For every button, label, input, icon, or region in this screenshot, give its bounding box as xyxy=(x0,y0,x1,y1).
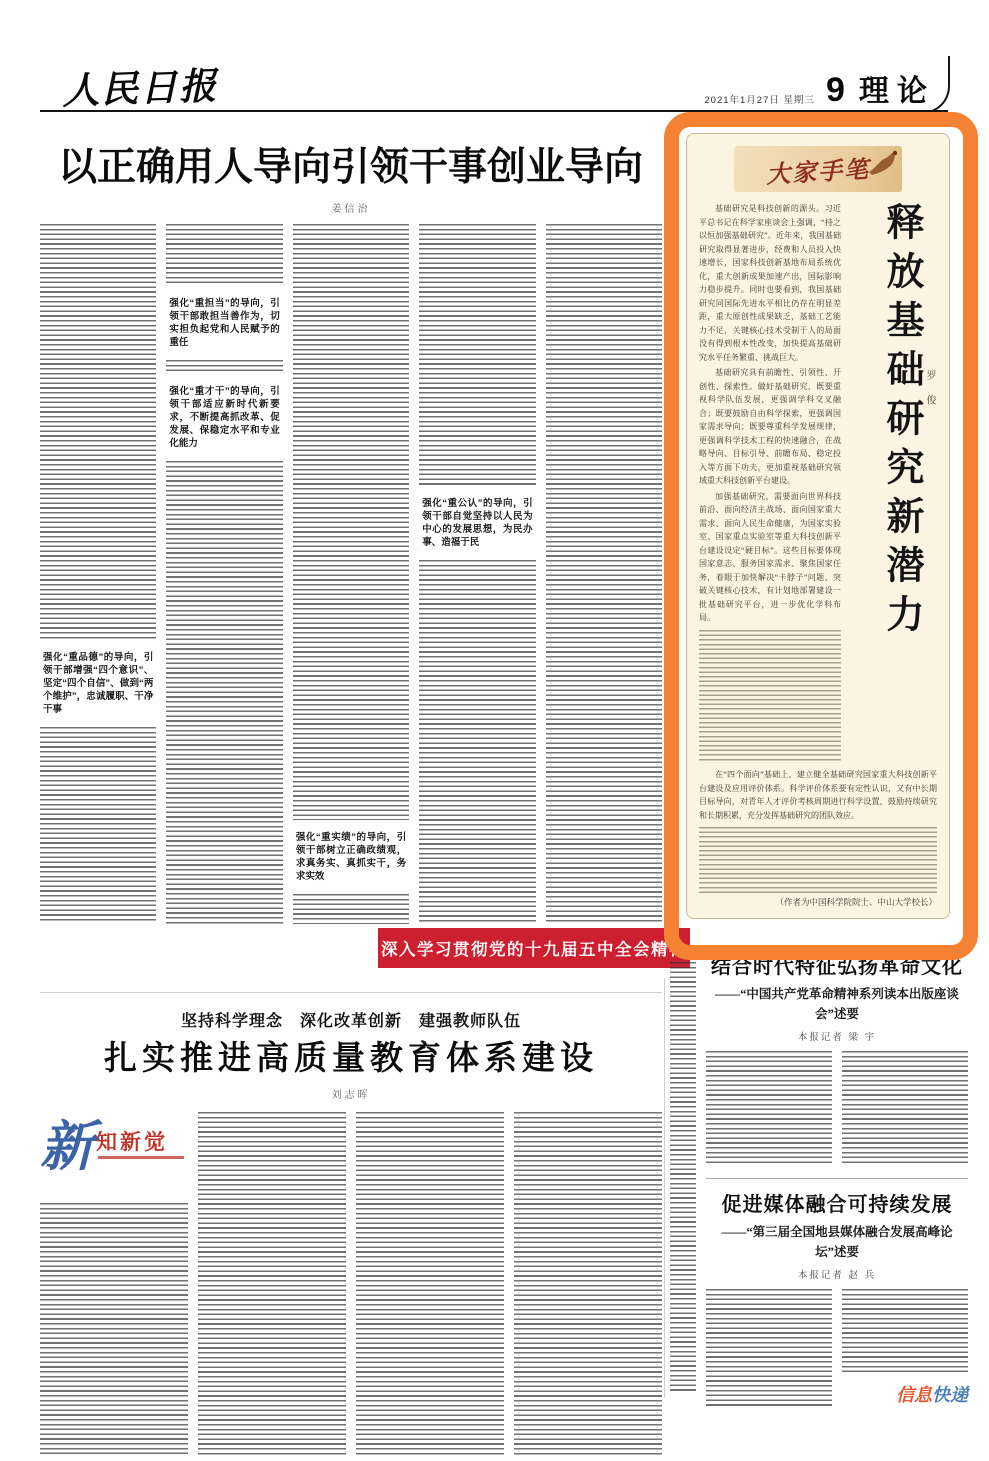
body-column xyxy=(419,224,535,924)
body-column xyxy=(40,1112,188,1455)
author-credit-line: （作者为中国科学院院士、中山大学校长） xyxy=(775,897,937,907)
page-date: 2021年1月27日 星期三 xyxy=(704,95,815,106)
media-fusion-article xyxy=(706,1188,968,1407)
text-block xyxy=(293,894,409,924)
revolution-culture-article xyxy=(706,950,968,1163)
subhead-zhongpinde: 强化“重品德”的导向，引领干部增强“四个意识”、坚定“四个自信”、做到“两个维护”，忠诚履职、干净干事 xyxy=(43,652,154,715)
text-block xyxy=(40,727,156,924)
column-logo-text: 大家手笔 xyxy=(765,156,871,189)
text-block xyxy=(419,224,535,486)
logo-kuaidi-text: 快递 xyxy=(932,1385,968,1405)
logo-underline xyxy=(98,1156,184,1159)
text-block xyxy=(546,224,662,924)
column-logo-banner xyxy=(734,146,902,192)
main-body-columns xyxy=(40,224,662,924)
text-block xyxy=(40,1203,188,1455)
main-byline: 姜信治 xyxy=(331,204,371,215)
text-block xyxy=(166,461,282,924)
highlight-article-author: 罗 俊 xyxy=(924,370,935,411)
text-block xyxy=(166,224,282,286)
right-article-a-headline: 结合时代特征弘扬革命文化 xyxy=(711,956,963,978)
right-section-divider xyxy=(706,1178,968,1179)
subhead-zhongcaigan: 强化“重才干”的导向，引领干部适应新时代新要求，不断提高抓改革、促发展、保稳定水平和专业化能力 xyxy=(169,386,280,449)
header-corner-hook xyxy=(908,56,950,114)
card-paragraph-1: 基础研究是科技创新的源头。习近平总书记在科学家座谈会上强调，“持之以恒加强基础研究”。近年来，我国基础研究取得显著进步，经费和人员投入快速增长，国家科技创新基地布局系统优化，重大创新成果加速产出，国际影响力稳步提升。同时也要看到，我国基础研究同国际先进水平相比仍存在明显差距，重大原创性成果缺乏，基础工艺能力不足，关键核心技术受制于人的局面没有得到根本性改变，加快提高基础研究水平任务繁重、挑战巨大。 xyxy=(699,204,841,362)
subhead-zhongshiji: 强化“重实绩”的导向，引领干部树立正确政绩观，求真务实、真抓实干，务求实效 xyxy=(295,832,407,882)
body-column xyxy=(293,224,409,924)
text-block xyxy=(293,224,409,820)
card-paragraph-2: 基础研究具有前瞻性、引领性、开创性、探索性。做好基础研究，既要重视科学队伍发展，更强调学科交叉融合；既要鼓励自由科学探索，更强调国家需求导向；既要尊重科学发展规律，更强调科学技术工程的快速融合，在战略导向、目标引导、前瞻布局、稳定投入等方面下功夫，更加重视基础研究领域重大科技创新平台建设。 xyxy=(699,368,841,485)
body-column xyxy=(546,224,662,924)
body-column xyxy=(40,224,156,924)
xinzhixinjue-logo xyxy=(40,1112,188,1194)
text-block xyxy=(699,630,841,763)
right-article-b-subtitle: ——“第三届全国地县媒体融合发展高峰论坛”述要 xyxy=(721,1225,953,1259)
dajiashoubi-card xyxy=(686,133,950,919)
education-byline: 刘志晖 xyxy=(331,1090,371,1101)
text-block xyxy=(842,1289,968,1373)
horse-brush-icon xyxy=(866,148,900,178)
campaign-banner-text: 深入学习贯彻党的十九届五中全会精神 xyxy=(381,941,687,959)
section-title: 理论 xyxy=(858,75,935,108)
right-article-b-headline: 促进媒体融合可持续发展 xyxy=(721,1194,953,1216)
text-block xyxy=(699,827,937,893)
body-column xyxy=(198,1112,346,1455)
text-block xyxy=(166,360,282,374)
subhead-zhongdandang: 强化“重担当”的导向，引领干部敢担当善作为，切实担负起党和人民赋予的重任 xyxy=(169,298,280,348)
header-rule xyxy=(40,110,948,112)
logo-xin-character: 新 xyxy=(40,1117,94,1177)
subhead-zhonggongren: 强化“重公认”的导向，引领干部自觉坚持以人民为中心的发展思想，为民办事、造福于民 xyxy=(422,498,533,548)
card-paragraph-4: 在“四个面向”基础上，建立健全基础研究国家重大科技创新平台建设及应用评价体系。科学评价体系要有定性认识，又有中长期目标导向，对青年人才评价考核周期进行科学设置，鼓励持续研究和长期积累，充分发挥基础研究的团队效应。 xyxy=(699,770,937,820)
text-block xyxy=(40,224,156,640)
body-column xyxy=(514,1112,662,1455)
narrow-text-sliver xyxy=(670,962,696,1394)
right-article-b-byline: 本报记者 赵 兵 xyxy=(797,1270,877,1281)
text-block xyxy=(706,1289,832,1407)
xinxikuaidi-logo xyxy=(842,1381,968,1407)
right-article-a-byline: 本报记者 梁 宇 xyxy=(797,1032,877,1043)
main-headline: 以正确用人导向引领干事创业导向 xyxy=(58,146,644,189)
education-body-columns xyxy=(40,1112,662,1455)
column-rule xyxy=(664,978,665,1398)
masthead-logo: 人民日报 xyxy=(61,66,219,113)
text-block xyxy=(706,1051,832,1163)
page-number: 9 xyxy=(826,71,845,109)
body-column xyxy=(356,1112,504,1455)
text-block xyxy=(356,1112,504,1455)
logo-xinxi-text: 信息 xyxy=(896,1385,932,1405)
text-block xyxy=(842,1051,968,1163)
card-paragraph-3: 加强基础研究，需要面向世界科技前沿、面向经济主战场、面向国家重大需求、面向人民生命健康，为国家实验室、国家重点实验室等重大科技创新平台建设设定“硬目标”。这些目标要体现国家意志、服务国家需求、聚焦国家任务，着眼于加快解决“卡脖子”问题、突破关键核心技术，有计划地部署建设一批基础研究平台，进一步优化学科布局。 xyxy=(699,491,841,622)
logo-zhixinjue-text: 知新觉 xyxy=(96,1130,168,1154)
card-left-text-column xyxy=(699,202,841,762)
card-title-area xyxy=(849,202,937,762)
section-divider xyxy=(40,992,662,993)
text-block xyxy=(514,1112,662,1455)
highlight-article-title: 释放基础研究新潜力 xyxy=(880,202,922,643)
text-block xyxy=(419,560,535,924)
campaign-banner xyxy=(378,928,690,968)
text-block xyxy=(198,1112,346,1455)
education-headline: 扎实推进高质量教育体系建设 xyxy=(104,1039,598,1076)
right-article-a-subtitle: ——“中国共产党革命精神系列读本出版座谈会”述要 xyxy=(715,987,959,1021)
body-column xyxy=(166,224,282,924)
education-kicker: 坚持科学理念 深化改革创新 建强教师队伍 xyxy=(180,1013,521,1030)
